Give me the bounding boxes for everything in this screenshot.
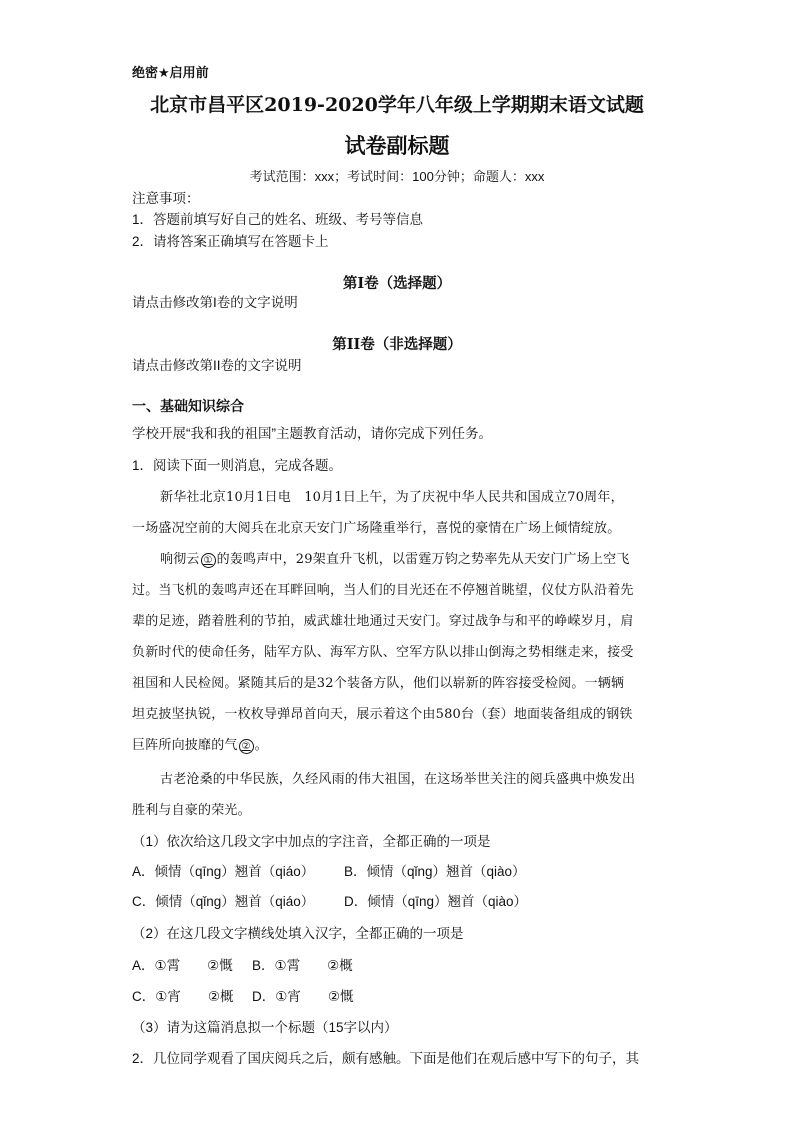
- blank-mark-2: ②: [239, 739, 254, 754]
- news-line: 胜利与自豪的荣光。: [132, 803, 251, 818]
- section1-intro: 学校开展“我和我的祖国”主题教育活动，请你完成下列任务。: [132, 426, 492, 441]
- exam-info: 考试范围：xxx；考试时间：100分钟；命题人：xxx: [249, 169, 545, 184]
- news-line: 坦克披坚执锐，一枚枚导弹昂首向天，展示着这个由580台（套）地面装备组成的钢铁: [132, 707, 633, 722]
- exam-title: 北京市昌平区2019-2020学年八年级上学期期末语文试题: [150, 94, 644, 116]
- question1-stem: 1．阅读下面一则消息，完成各题。: [132, 458, 343, 473]
- option-c: C．①宵 ②概: [132, 989, 234, 1004]
- question1-2-stem: （2）在这几段文字横线处填入汉字，全都正确的一项是: [132, 926, 464, 941]
- notice-item: 2．请将答案正确填写在答题卡上: [132, 234, 329, 249]
- option-a: A．①霄 ②慨: [132, 958, 233, 973]
- volume2-note: 请点击修改第II卷的文字说明: [132, 358, 302, 373]
- question1-3-stem: （3）请为这篇消息拟一个标题（15字以内）: [132, 1020, 398, 1035]
- news-fragment: 的轰鸣声中，29架直升飞机，以雷霆万钧之势率先从天安门广场上空飞: [216, 552, 630, 567]
- news-line: 祖国和人民检阅。紧随其后的是32个装备方队，他们以崭新的阵容接受检阅。一辆辆: [132, 676, 625, 691]
- volume1-note: 请点击修改第I卷的文字说明: [132, 295, 298, 310]
- news-line: 负新时代的使命任务，陆军方队、海军方队、空军方队以排山倒海之势相继走来，接受: [132, 645, 634, 660]
- option-d: D．①宵 ②慨: [252, 989, 354, 1004]
- blank-mark-1: ①: [201, 553, 216, 568]
- option-b: B．倾情（qǐng）翘首（qiào）: [344, 864, 526, 879]
- question1-1-stem: （1）依次给这几段文字中加点的字注音，全都正确的一项是: [132, 834, 491, 849]
- question2-stem: 2．几位同学观看了国庆阅兵之后，颇有感触。下面是他们在观后感中写下的句子，其: [132, 1051, 640, 1066]
- news-line: 一场盛况空前的大阅兵在北京天安门广场隆重举行，喜悦的豪情在广场上倾情绽放。: [132, 521, 621, 536]
- section1-heading: 一、基础知识综合: [132, 398, 244, 414]
- news-line: 过。当飞机的轰鸣声还在耳畔回响，当人们的目光还在不停翘首眺望，仪仗方队沿着先: [132, 583, 634, 598]
- option-b: B．①霄 ②概: [252, 958, 353, 973]
- news-line-with-blank: [132, 734, 268, 754]
- volume2-heading: 第II卷（非选择题）: [332, 336, 462, 353]
- news-fragment: 响彻云: [160, 552, 200, 567]
- notice-item: 1．答题前填写好自己的姓名、班级、考号等信息: [132, 212, 424, 227]
- news-line: 古老沧桑的中华民族，久经风雨的伟大祖国，在这场举世关注的阅兵盛典中焕发出: [160, 772, 636, 787]
- news-fragment: 。: [254, 738, 268, 753]
- option-a: A．倾情（qīng）翘首（qiáo）: [132, 864, 315, 879]
- news-fragment: 巨阵所向披靡的气: [132, 738, 238, 753]
- news-line-with-blank: [160, 548, 630, 568]
- news-line: 新华社北京10月1日电 10月1日上午，为了庆祝中华人民共和国成立70周年，: [160, 490, 624, 505]
- volume1-heading: 第I卷（选择题）: [342, 275, 452, 292]
- news-line: 辈的足迹，踏着胜利的节拍，威武雄壮地通过天安门。穿过战争与和平的峥嵘岁月，肩: [132, 614, 634, 629]
- notice-heading: 注意事项：: [132, 191, 200, 206]
- option-d: D．倾情（qīng）翘首（qiào）: [344, 894, 528, 909]
- option-c: C．倾情（qǐng）翘首（qiáo）: [132, 894, 315, 909]
- exam-subtitle: 试卷副标题: [344, 133, 450, 158]
- secret-mark: 绝密★启用前: [132, 65, 209, 80]
